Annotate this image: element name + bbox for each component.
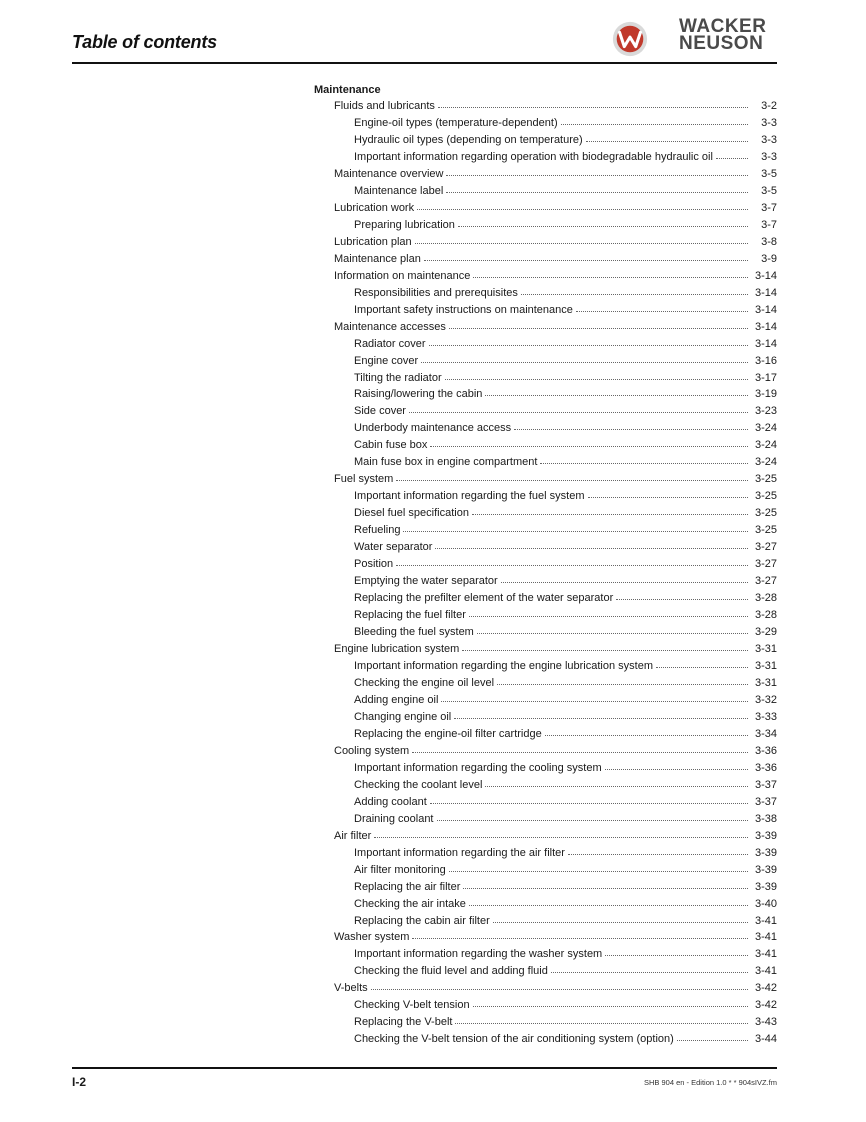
toc-entry[interactable]	[314, 980, 777, 997]
toc-entry-page: 3-25	[754, 473, 777, 486]
toc-dot-leader	[485, 387, 748, 397]
toc-dot-leader	[576, 303, 748, 313]
toc-entry[interactable]	[314, 929, 777, 946]
toc-entry-page: 3-43	[754, 1016, 777, 1029]
toc-dot-leader	[371, 981, 748, 991]
toc-entry-label: Checking the air intake	[354, 897, 466, 910]
toc-entry[interactable]	[314, 471, 777, 488]
toc-dot-leader	[438, 99, 748, 109]
toc-entry[interactable]	[314, 98, 777, 115]
toc-entry-page: 3-29	[754, 626, 777, 639]
toc-entry-page: 3-24	[754, 456, 777, 469]
toc-dot-leader	[435, 540, 748, 550]
toc-entry-label: Fuel system	[334, 473, 394, 486]
toc-dot-leader	[421, 354, 748, 364]
toc-entry-page: 3-41	[754, 965, 777, 978]
toc-entry[interactable]	[314, 302, 777, 319]
toc-entry-page: 3-7	[761, 201, 777, 214]
toc-entry-label: Maintenance label	[354, 184, 444, 197]
toc-dot-leader	[403, 523, 748, 533]
toc-dot-leader	[412, 930, 748, 940]
toc-entry[interactable]	[314, 590, 777, 607]
toc-entry[interactable]	[314, 1031, 777, 1048]
toc-entry-page: 3-19	[754, 388, 777, 401]
toc-entry-page: 3-41	[754, 914, 777, 927]
toc-entry[interactable]	[314, 879, 777, 896]
toc-entry[interactable]	[314, 183, 777, 200]
toc-entry-label: Important safety instructions on maintenance	[354, 303, 573, 316]
toc-entry[interactable]	[314, 149, 777, 166]
toc-entry[interactable]	[314, 658, 777, 675]
toc-entry-label: Refueling	[354, 524, 401, 537]
toc-entry[interactable]	[314, 268, 777, 285]
toc-entry-page: 3-7	[761, 218, 777, 231]
toc-entry-label: Responsibilities and prerequisites	[354, 286, 518, 299]
toc-dot-leader	[429, 337, 748, 347]
toc-dot-leader	[441, 693, 748, 703]
toc-entry[interactable]	[314, 370, 777, 387]
wacker-neuson-w-icon	[611, 20, 649, 58]
toc-dot-leader	[568, 846, 748, 856]
footer-page-number: I-2	[72, 1075, 87, 1089]
toc-entry-label: Replacing the engine-oil filter cartridge	[354, 727, 542, 740]
toc-entry[interactable]	[314, 336, 777, 353]
toc-entry-label: Engine-oil types (temperature-dependent)	[354, 116, 558, 129]
toc-dot-leader	[485, 778, 748, 788]
toc-entry-page: 3-41	[754, 948, 777, 961]
toc-entry[interactable]	[314, 641, 777, 658]
toc-entry-page: 3-24	[754, 439, 777, 452]
toc-entry-page: 3-39	[754, 880, 777, 893]
toc-entry[interactable]	[314, 1014, 777, 1031]
toc-dot-leader	[540, 455, 748, 465]
toc-dot-leader	[454, 710, 748, 720]
toc-entry-label: Replacing the air filter	[354, 880, 461, 893]
toc-entry[interactable]	[314, 692, 777, 709]
toc-entry[interactable]	[314, 760, 777, 777]
toc-entry-label: Lubrication plan	[334, 235, 412, 248]
toc-entry-page: 3-14	[754, 337, 777, 350]
toc-entry-page: 3-36	[754, 761, 777, 774]
toc-dot-leader	[497, 676, 748, 686]
toc-dot-leader	[473, 998, 748, 1008]
toc-dot-leader	[430, 438, 748, 448]
toc-entry-page: 3-2	[761, 100, 777, 112]
toc-dot-leader	[477, 625, 748, 635]
toc-entry[interactable]	[314, 454, 777, 471]
toc-entry[interactable]	[314, 743, 777, 760]
toc-entry[interactable]	[314, 828, 777, 845]
toc-entry[interactable]	[314, 845, 777, 862]
toc-entry-page: 3-38	[754, 812, 777, 825]
toc-entry-label: Lubrication work	[334, 201, 415, 214]
toc-entry[interactable]	[314, 285, 777, 302]
toc-entry-page: 3-40	[754, 897, 777, 910]
toc-dot-leader	[396, 557, 748, 567]
toc-entry-label: Information on maintenance	[334, 269, 471, 282]
toc-entry-label: Fluids and lubricants	[334, 100, 435, 112]
toc-dot-leader	[616, 591, 748, 601]
toc-entry[interactable]	[314, 862, 777, 879]
toc-entry-page: 3-24	[754, 422, 777, 435]
toc-entry-label: Raising/lowering the cabin	[354, 388, 483, 401]
toc-entry[interactable]	[314, 234, 777, 251]
toc-entry-label: Water separator	[354, 541, 433, 554]
toc-dot-leader	[462, 642, 748, 652]
toc-entry-label: Engine cover	[354, 354, 419, 367]
toc-entry-list	[314, 98, 777, 1048]
toc-entry-page: 3-16	[754, 354, 777, 367]
toc-entry-page: 3-42	[754, 982, 777, 995]
toc-entry-page: 3-9	[761, 252, 777, 265]
toc-entry-label: Replacing the V-belt	[354, 1016, 453, 1029]
toc-entry-page: 3-39	[754, 829, 777, 842]
toc-entry[interactable]	[314, 115, 777, 132]
toc-entry[interactable]	[314, 488, 777, 505]
toc-dot-leader	[449, 320, 748, 330]
toc-dot-leader	[463, 880, 748, 890]
toc-entry[interactable]	[314, 997, 777, 1014]
toc-entry-label: Important information regarding the engine lubrication system	[354, 659, 653, 672]
toc-entry-page: 3-27	[754, 558, 777, 571]
toc-dot-leader	[424, 252, 748, 262]
toc-entry-page: 3-32	[754, 693, 777, 706]
toc-entry-label: Draining coolant	[354, 812, 434, 825]
toc-entry-page: 3-28	[754, 592, 777, 605]
toc-dot-leader	[521, 286, 748, 296]
toc-dot-leader	[586, 133, 748, 143]
toc-dot-leader	[493, 914, 748, 924]
toc-dot-leader	[716, 150, 748, 160]
toc-dot-leader	[396, 472, 748, 482]
toc-dot-leader	[430, 795, 748, 805]
toc-entry[interactable]	[314, 794, 777, 811]
toc-entry-label: Tilting the radiator	[354, 371, 442, 384]
toc-section-title: Maintenance	[314, 84, 381, 96]
toc-entry[interactable]	[314, 539, 777, 556]
toc-dot-leader	[677, 1032, 748, 1042]
toc-entry[interactable]	[314, 522, 777, 539]
toc-entry-label: Maintenance accesses	[334, 320, 446, 333]
toc-entry[interactable]	[314, 811, 777, 828]
toc-entry-page: 3-28	[754, 609, 777, 622]
toc-dot-leader	[445, 371, 748, 381]
toc-entry-page: 3-39	[754, 863, 777, 876]
toc-entry-label: Adding coolant	[354, 795, 427, 808]
toc-entry-label: Hydraulic oil types (depending on temperature)	[354, 133, 583, 146]
toc-dot-leader	[415, 235, 748, 245]
toc-entry-label: Replacing the cabin air filter	[354, 914, 490, 927]
toc-dot-leader	[409, 404, 748, 414]
toc-entry[interactable]	[314, 913, 777, 930]
toc-entry-label: Washer system	[334, 931, 410, 944]
toc-entry-page: 3-23	[754, 405, 777, 418]
toc-entry-label: Side cover	[354, 405, 406, 418]
toc-entry[interactable]	[314, 166, 777, 183]
toc-entry[interactable]	[314, 420, 777, 437]
toc-entry-label: Changing engine oil	[354, 710, 452, 723]
toc-dot-leader	[449, 863, 748, 873]
toc-entry-page: 3-3	[761, 116, 777, 129]
brand-wordmark	[679, 18, 766, 52]
toc-entry-label: Checking the V-belt tension of the air conditioning system (option)	[354, 1033, 674, 1046]
toc-entry-page: 3-14	[754, 269, 777, 282]
toc-entry-page: 3-31	[754, 676, 777, 689]
toc-dot-leader	[374, 829, 748, 839]
toc-entry-label: V-belts	[334, 982, 368, 995]
toc-entry-page: 3-14	[754, 286, 777, 299]
toc-entry[interactable]	[314, 505, 777, 522]
toc-entry-page: 3-3	[761, 150, 777, 163]
toc-dot-leader	[656, 659, 748, 669]
toc-dot-leader	[446, 184, 748, 194]
toc-entry[interactable]	[314, 946, 777, 963]
toc-entry[interactable]	[314, 403, 777, 420]
toc-entry-page: 3-3	[761, 133, 777, 146]
toc-entry-label: Important information regarding the cooling system	[354, 761, 602, 774]
toc-entry[interactable]	[314, 200, 777, 217]
toc-entry-label: Important information regarding the washer system	[354, 948, 603, 961]
toc-entry-page: 3-27	[754, 541, 777, 554]
toc-entry-label: Important information regarding the fuel system	[354, 490, 585, 503]
toc-entry[interactable]	[314, 726, 777, 743]
brand-line-1: WACKER	[679, 16, 767, 37]
toc-entry[interactable]	[314, 319, 777, 336]
toc-entry-page: 3-34	[754, 727, 777, 740]
toc-entry-label: Diesel fuel specification	[354, 507, 469, 520]
toc-dot-leader	[458, 218, 748, 228]
toc-entry-label: Cooling system	[334, 744, 410, 757]
toc-entry[interactable]	[314, 675, 777, 692]
toc-entry-page: 3-27	[754, 575, 777, 588]
toc-entry-page: 3-14	[754, 320, 777, 333]
toc-entry[interactable]	[314, 251, 777, 268]
toc-entry-page: 3-25	[754, 507, 777, 520]
brand-line-2: NEUSON	[679, 33, 764, 54]
toc-entry[interactable]	[314, 777, 777, 794]
toc-entry-label: Main fuse box in engine compartment	[354, 456, 538, 469]
toc-entry-label: Underbody maintenance access	[354, 422, 512, 435]
toc-entry-label: Position	[354, 558, 394, 571]
toc-entry-page: 3-44	[754, 1033, 777, 1046]
toc-dot-leader	[455, 1015, 748, 1025]
toc-entry-page: 3-25	[754, 524, 777, 537]
toc-entry-label: Engine lubrication system	[334, 643, 460, 655]
footer-doc-reference: SHB 904 en - Edition 1.0 * * 904sIVZ.fm	[644, 1078, 777, 1087]
toc-entry[interactable]	[314, 573, 777, 590]
toc-entry-label: Important information regarding the air filter	[354, 846, 565, 859]
toc-entry[interactable]	[314, 896, 777, 913]
toc-entry-page: 3-14	[754, 303, 777, 316]
toc-dot-leader	[473, 269, 748, 279]
toc-entry-page: 3-25	[754, 490, 777, 503]
toc-entry-label: Maintenance plan	[334, 252, 421, 265]
toc-entry-label: Checking the coolant level	[354, 778, 483, 791]
toc-entry-page: 3-5	[761, 184, 777, 197]
toc-entry[interactable]	[314, 217, 777, 234]
toc-entry-page: 3-36	[754, 744, 777, 757]
toc-entry[interactable]	[314, 353, 777, 370]
page-title: Table of contents	[72, 32, 217, 52]
toc-entry-page: 3-5	[761, 167, 777, 180]
header-divider	[72, 62, 777, 64]
toc-dot-leader	[551, 964, 748, 974]
toc-entry-label: Emptying the water separator	[354, 575, 498, 588]
toc-entry[interactable]	[314, 132, 777, 149]
brand-logo	[611, 14, 777, 62]
toc-dot-leader	[514, 421, 748, 431]
toc-entry-page: 3-31	[754, 643, 777, 655]
toc-entry[interactable]	[314, 386, 777, 403]
toc-entry-label: Adding engine oil	[354, 693, 439, 706]
toc-entry-page: 3-37	[754, 795, 777, 808]
toc-entry[interactable]	[314, 963, 777, 980]
toc-dot-leader	[472, 506, 748, 516]
toc-entry-label: Air filter monitoring	[354, 863, 446, 876]
toc-entry-label: Replacing the fuel filter	[354, 609, 466, 622]
toc-dot-leader	[605, 761, 748, 771]
toc-entry[interactable]	[314, 709, 777, 726]
toc-dot-leader	[412, 744, 748, 754]
toc-entry-label: Cabin fuse box	[354, 439, 428, 452]
toc-entry-label: Preparing lubrication	[354, 218, 455, 231]
table-of-contents	[314, 82, 777, 1048]
toc-dot-leader	[501, 574, 748, 584]
toc-entry[interactable]	[314, 556, 777, 573]
toc-entry[interactable]	[314, 624, 777, 641]
toc-entry-page: 3-17	[754, 371, 777, 384]
toc-entry-label: Checking the fluid level and adding fluid	[354, 965, 548, 978]
toc-entry-label: Important information regarding operation with biodegradable hydraulic oil	[354, 150, 713, 163]
toc-entry-page: 3-41	[754, 931, 777, 944]
toc-entry[interactable]	[314, 607, 777, 624]
toc-dot-leader	[437, 812, 749, 822]
toc-entry-label: Checking the engine oil level	[354, 676, 495, 689]
footer-divider	[72, 1067, 777, 1069]
toc-entry-label: Air filter	[334, 829, 372, 842]
toc-dot-leader	[469, 608, 748, 618]
toc-dot-leader	[446, 167, 748, 177]
toc-entry[interactable]	[314, 437, 777, 454]
toc-entry-page: 3-42	[754, 999, 777, 1012]
toc-dot-leader	[469, 897, 748, 907]
toc-entry-page: 3-8	[761, 235, 777, 248]
toc-entry-page: 3-37	[754, 778, 777, 791]
toc-entry-page: 3-33	[754, 710, 777, 723]
toc-entry-page: 3-31	[754, 659, 777, 672]
toc-entry-label: Radiator cover	[354, 337, 426, 350]
toc-entry-label: Checking V-belt tension	[354, 999, 470, 1012]
toc-dot-leader	[605, 947, 748, 957]
toc-dot-leader	[417, 201, 748, 211]
toc-entry-label: Maintenance overview	[334, 167, 444, 180]
toc-dot-leader	[561, 116, 748, 126]
toc-entry-page: 3-39	[754, 846, 777, 859]
toc-entry-label: Replacing the prefilter element of the water separator	[354, 592, 614, 605]
toc-dot-leader	[588, 489, 748, 499]
toc-dot-leader	[545, 727, 748, 737]
toc-entry-label: Bleeding the fuel system	[354, 626, 474, 639]
